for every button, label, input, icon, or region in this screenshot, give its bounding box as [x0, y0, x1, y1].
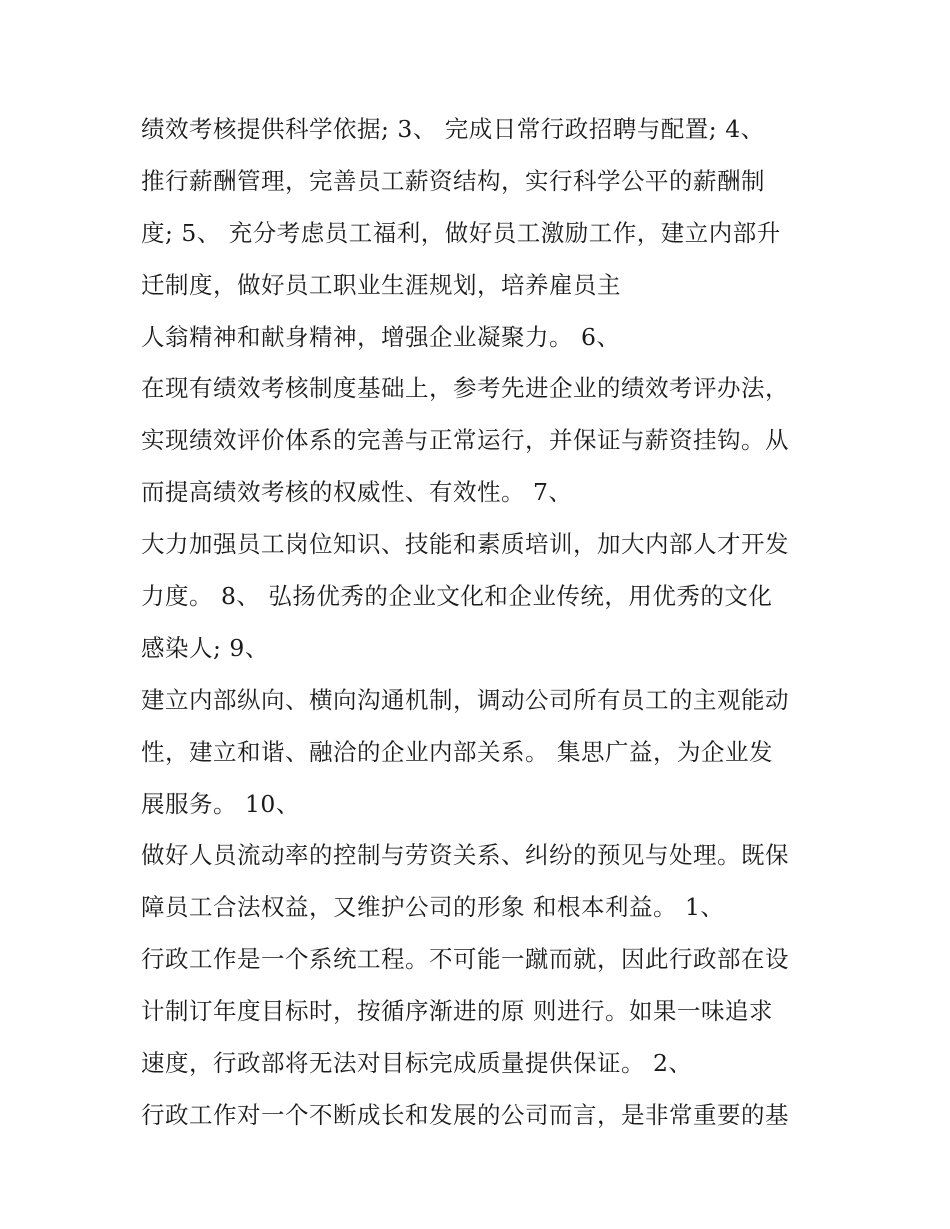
text-line: 计制订年度目标时，按循序渐进的原 则进行。如果一味追求	[141, 997, 773, 1026]
text-line: 力度。 8、 弘扬优秀的企业文化和企业传统，用优秀的文化	[141, 582, 773, 611]
text-line: 绩效考核提供科学依据; 3、 完成日常行政招聘与配置; 4、	[141, 115, 765, 143]
text-line: 而提高绩效考核的权威性、有效性。 7、	[141, 478, 573, 507]
text-line: 性，建立和谐、融洽的企业内部关系。 集思广益，为企业发	[141, 737, 773, 766]
text-line: 行政工作是一个系统工程。不可能一蹴而就，因此行政部在设	[141, 945, 789, 974]
text-line: 速度，行政部将无法对目标完成质量提供保证。 2、	[141, 1049, 693, 1078]
text-line: 度; 5、 充分考虑员工福利，做好员工激励工作，建立内部升	[141, 218, 781, 247]
text-line: 感染人; 9、	[141, 633, 269, 662]
text-line: 大力加强员工岗位知识、技能和素质培训，加大内部人才开发	[141, 530, 789, 559]
text-line: 迁制度，做好员工职业生涯规划，培养雇员主	[141, 270, 621, 299]
text-line: 在现有绩效考核制度基础上，参考先进企业的绩效考评办法，	[141, 374, 789, 403]
text-line: 展服务。 10、	[141, 789, 300, 818]
text-line: 做好人员流动率的控制与劳资关系、纠纷的预见与处理。既保	[141, 841, 789, 870]
text-line: 建立内部纵向、横向沟通机制，调动公司所有员工的主观能动	[141, 685, 789, 714]
text-line: 实现绩效评价体系的完善与正常运行，并保证与薪资挂钩。从	[141, 426, 789, 455]
text-line: 障员工合法权益，又维护公司的形象 和根本利益。 1、	[141, 893, 725, 922]
text-line: 行政工作对一个不断成长和发展的公司而言，是非常重要的基	[141, 1100, 789, 1129]
text-line: 人翁精神和献身精神，增强企业凝聚力。 6、	[141, 322, 621, 351]
text-line: 推行薪酬管理，完善员工薪资结构，实行科学公平的薪酬制	[141, 166, 765, 195]
document-body	[141, 109, 841, 1147]
